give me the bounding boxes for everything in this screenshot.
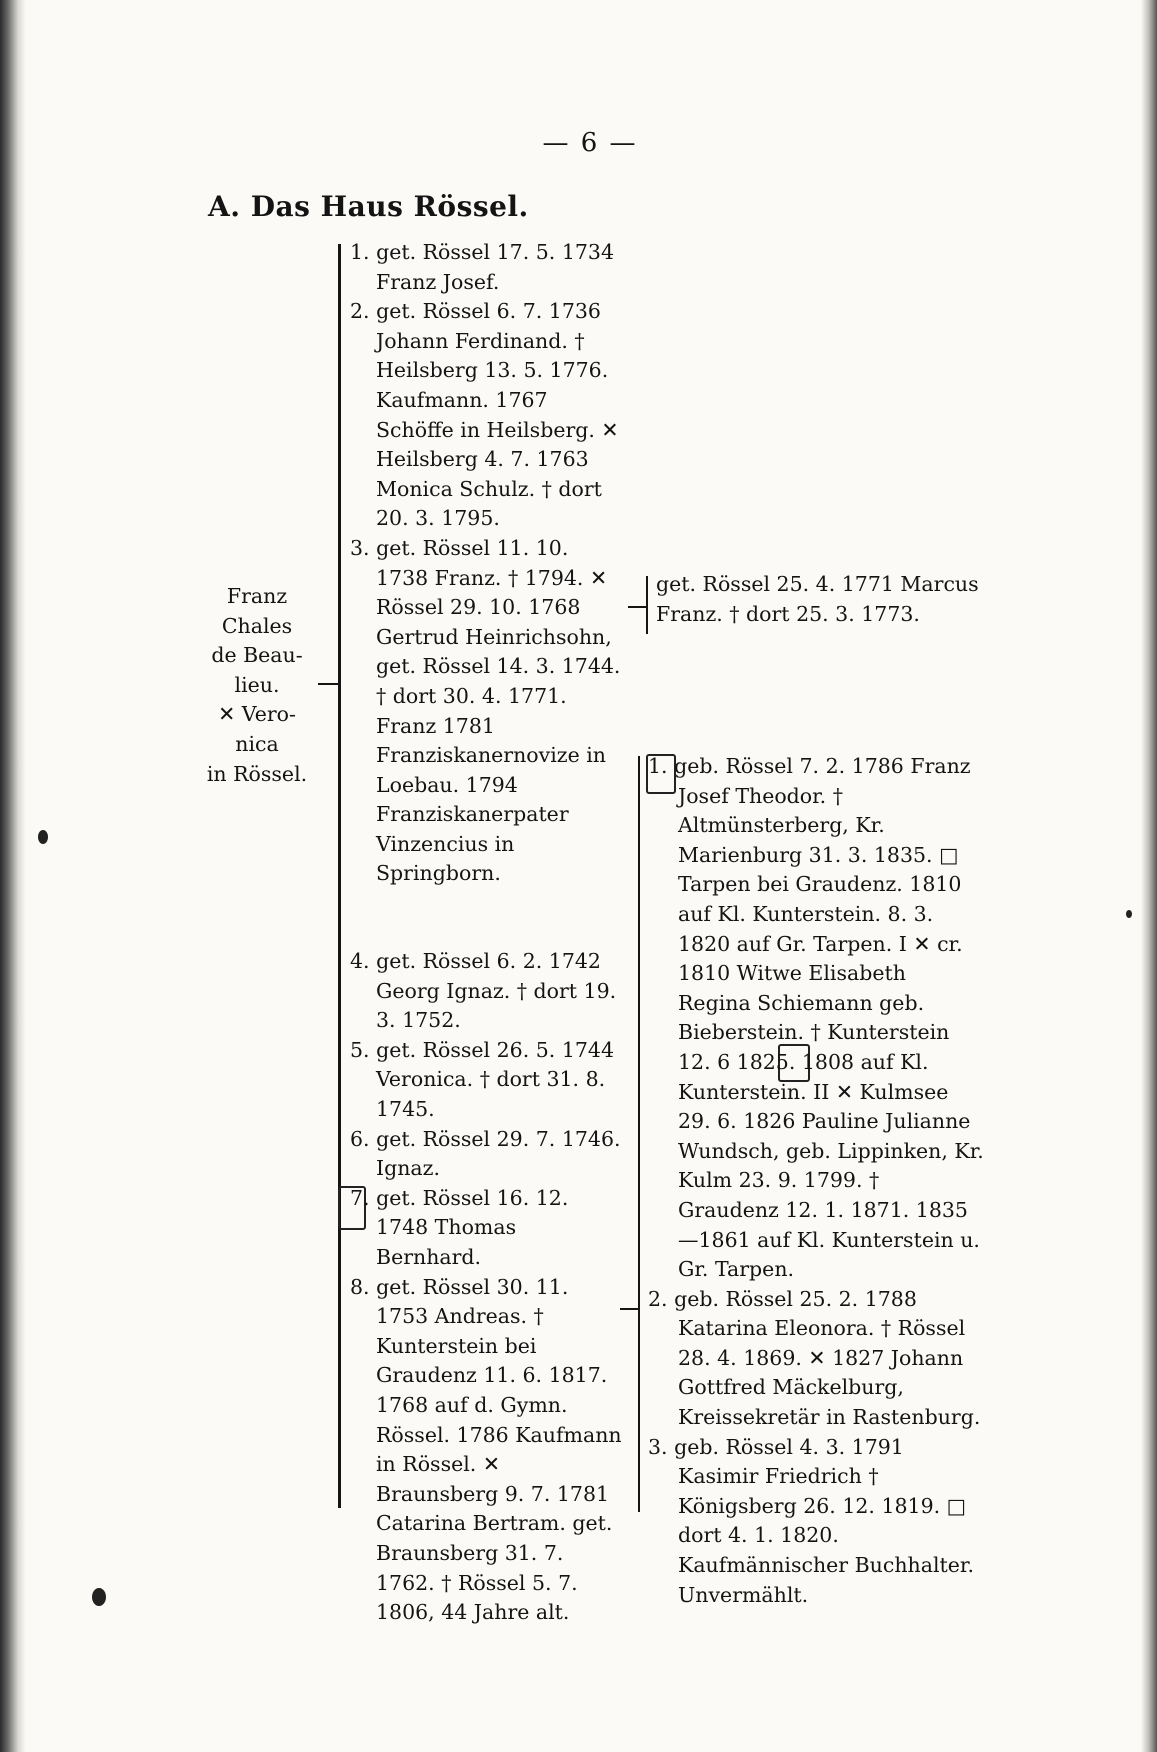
root-line: nica — [235, 731, 279, 756]
bracket-children — [338, 244, 341, 1508]
scan-edge-right — [1141, 0, 1157, 1752]
bracket-grandchildren-8 — [638, 756, 640, 1512]
root-line: in Rössel. — [206, 761, 308, 786]
child-entry: 4. get. Rössel 6. 2. 1742 Georg Ignaz. † dort 19. 3. 1752. — [350, 949, 617, 1033]
grandchild-entry: 3. geb. Rössel 4. 3. 1791 Kasimir Friedrich † Königsberg 26. 12. 1819. □ dort 4. 1. 1820. Kaufmännischer Buchhalter. Unvermählt. — [648, 1434, 974, 1607]
bracket-connector — [318, 683, 338, 685]
grandchild-entry: get. Rössel 25. 4. 1771 Marcus Franz. † dort 25. 3. 1773. — [656, 572, 979, 626]
child-entry: 8. get. Rössel 30. 11. 1753 Andreas. † Kunterstein bei Graudenz 11. 6. 1817. 1768 auf d. Gymn. Rössel. 1786 Kaufmann in Rössel. ✕ Braunsberg 9. 7. 1781 Catarina Bertram. get. Braunsberg 31. 7. 1762. † Rössel 5. 7. 1806, 44 Jahre alt. — [350, 1274, 622, 1625]
scan-edge-left — [0, 0, 26, 1752]
children-column — [350, 238, 626, 1628]
bracket-grandchildren-3 — [646, 576, 648, 634]
grandchild-entry: 2. geb. Rössel 25. 2. 1788 Katarina Eleonora. † Rössel 28. 4. 1869. ✕ 1827 Johann Gottfred Mäckelburg, Kreissekretär in Rastenburg. — [648, 1286, 981, 1430]
bracket-connector — [628, 606, 646, 608]
child-entry: 2. get. Rössel 6. 7. 1736 Johann Ferdinand. † Heilsberg 13. 5. 1776. Kaufmann. 1767 Schöffe in Heilsberg. ✕ Heilsberg 4. 7. 1763 Monica Schulz. † dort 20. 3. 1795. — [350, 299, 619, 531]
grandchild-entry: 1. geb. Rössel 7. 2. 1786 Franz Josef Theodor. † Altmünsterberg, Kr. Marienburg 31. 3. 1835. □ Tarpen bei Graudenz. 1810 auf Kl. Kunterstein. 8. 3. 1820 auf Gr. Tarpen. I ✕ cr. 1810 Witwe Elisabeth Regina Schiemann geb. Bieberstein. † Kunterstein 12. 6 1825. 1808 auf Kl. Kunterstein. II ✕ Kulmsee 29. 6. 1826 Pauline Julianne Wundsch, geb. Lippinken, Kr. Kulm 23. 9. 1799. † Graudenz 12. 1. 1871. 1835—1861 auf Kl. Kunterstein u. Gr. Tarpen. — [648, 754, 984, 1282]
child-entry: 3. get. Rössel 11. 10. 1738 Franz. † 1794. ✕ Rössel 29. 10. 1768 Gertrud Heinrichsohn, get. Rössel 14. 3. 1744. † dort 30. 4. 1771. Franz 1781 Franziskanernovize in Loebau. 1794 Franziskanerpater Vinzencius in Springborn. — [350, 535, 621, 886]
root-line: lieu. — [234, 672, 280, 697]
root-line: de Beau- — [211, 643, 303, 668]
child-entry: 7. get. Rössel 16. 12. 1748 Thomas Bernhard. — [350, 1185, 569, 1269]
grandchildren-column-3 — [656, 570, 992, 629]
root-person — [198, 582, 316, 789]
grandchildren-column-8 — [648, 752, 984, 1610]
root-line: Franz — [226, 584, 288, 608]
page-number: — 6 — — [542, 128, 638, 158]
root-line: Chales — [221, 613, 293, 638]
child-entry: 1. get. Rössel 17. 5. 1734 Franz Josef. — [350, 240, 614, 294]
child-entry: 6. get. Rössel 29. 7. 1746. Ignaz. — [350, 1126, 621, 1181]
scan-speck — [92, 1588, 106, 1606]
section-heading: A. Das Haus Rössel. — [208, 190, 529, 223]
root-line: ✕ Vero- — [218, 702, 296, 727]
scan-speck — [1126, 910, 1132, 918]
child-entry: 5. get. Rössel 26. 5. 1744 Veronica. † dort 31. 8. 1745. — [350, 1037, 614, 1122]
scan-speck — [38, 830, 48, 844]
spacer — [350, 889, 626, 947]
